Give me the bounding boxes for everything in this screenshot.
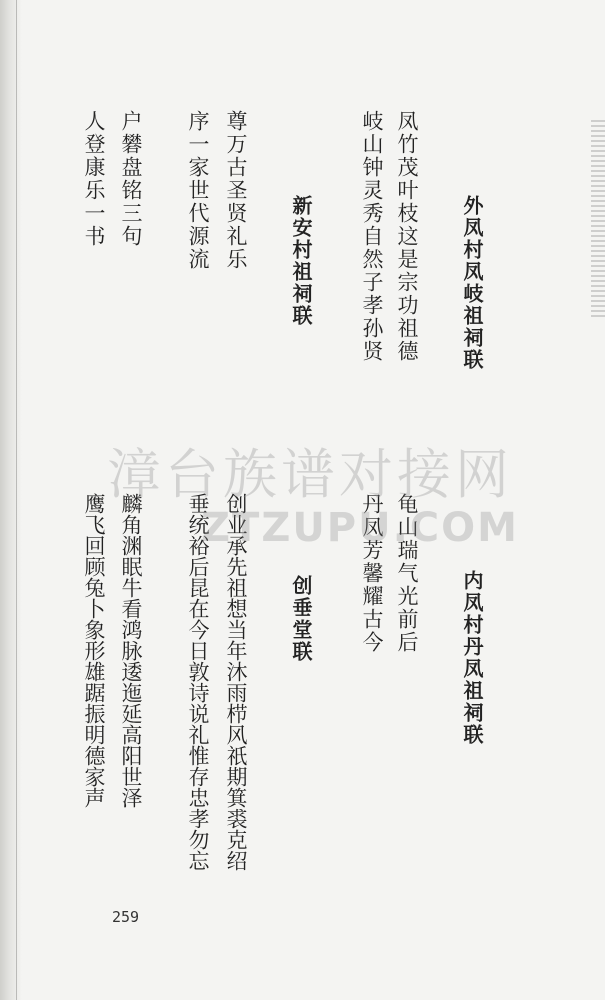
- spine-fold-line: [16, 0, 17, 1000]
- watermark-url: ZTZUPU.COM: [201, 505, 519, 551]
- section-title-neifeng: 内凤村丹凤祖祠联: [460, 570, 484, 746]
- page-number: 259: [112, 908, 140, 926]
- couplet-line-1: 尊万古圣贤礼乐: [224, 110, 248, 271]
- section-title-xinan: 新安村祖祠联: [289, 195, 313, 327]
- couplet-line-3: 麟角渊眠牛看鸿脉逶迤延高阳世泽: [119, 493, 143, 808]
- couplet-line-3: 户礬盘铭三句: [119, 110, 143, 248]
- couplet-line-2: 垂统裕后昆在今日敦诗说礼惟存忠孝勿忘: [186, 493, 210, 871]
- section-title-chuichui: 创垂堂联: [289, 575, 313, 663]
- book-spine-shadow: [0, 0, 22, 1000]
- couplet-line-2: 丹凤芳馨耀古今: [360, 493, 384, 654]
- couplet-line-4: 鹰飞回顾兔卜象形雄踞振明德家声: [82, 493, 106, 808]
- couplet-line-1: 创业承先祖想当年沐雨栉风祇期箕裘克绍: [224, 493, 248, 871]
- page-edge-marks: [591, 120, 605, 320]
- couplet-line-1: 龟山瑞气光前后: [395, 493, 419, 654]
- couplet-line-4: 人登康乐一书: [82, 110, 106, 248]
- couplet-line-1: 凤竹茂叶枝这是宗功祖德: [395, 110, 419, 363]
- watermark-text: 漳台族谱对接网: [107, 443, 513, 506]
- section-title-waifeng: 外凤村凤岐祖祠联: [460, 195, 484, 371]
- couplet-line-2: 序一家世代源流: [186, 110, 210, 271]
- couplet-line-2: 岐山钟灵秀自然子孝孙贤: [360, 110, 384, 363]
